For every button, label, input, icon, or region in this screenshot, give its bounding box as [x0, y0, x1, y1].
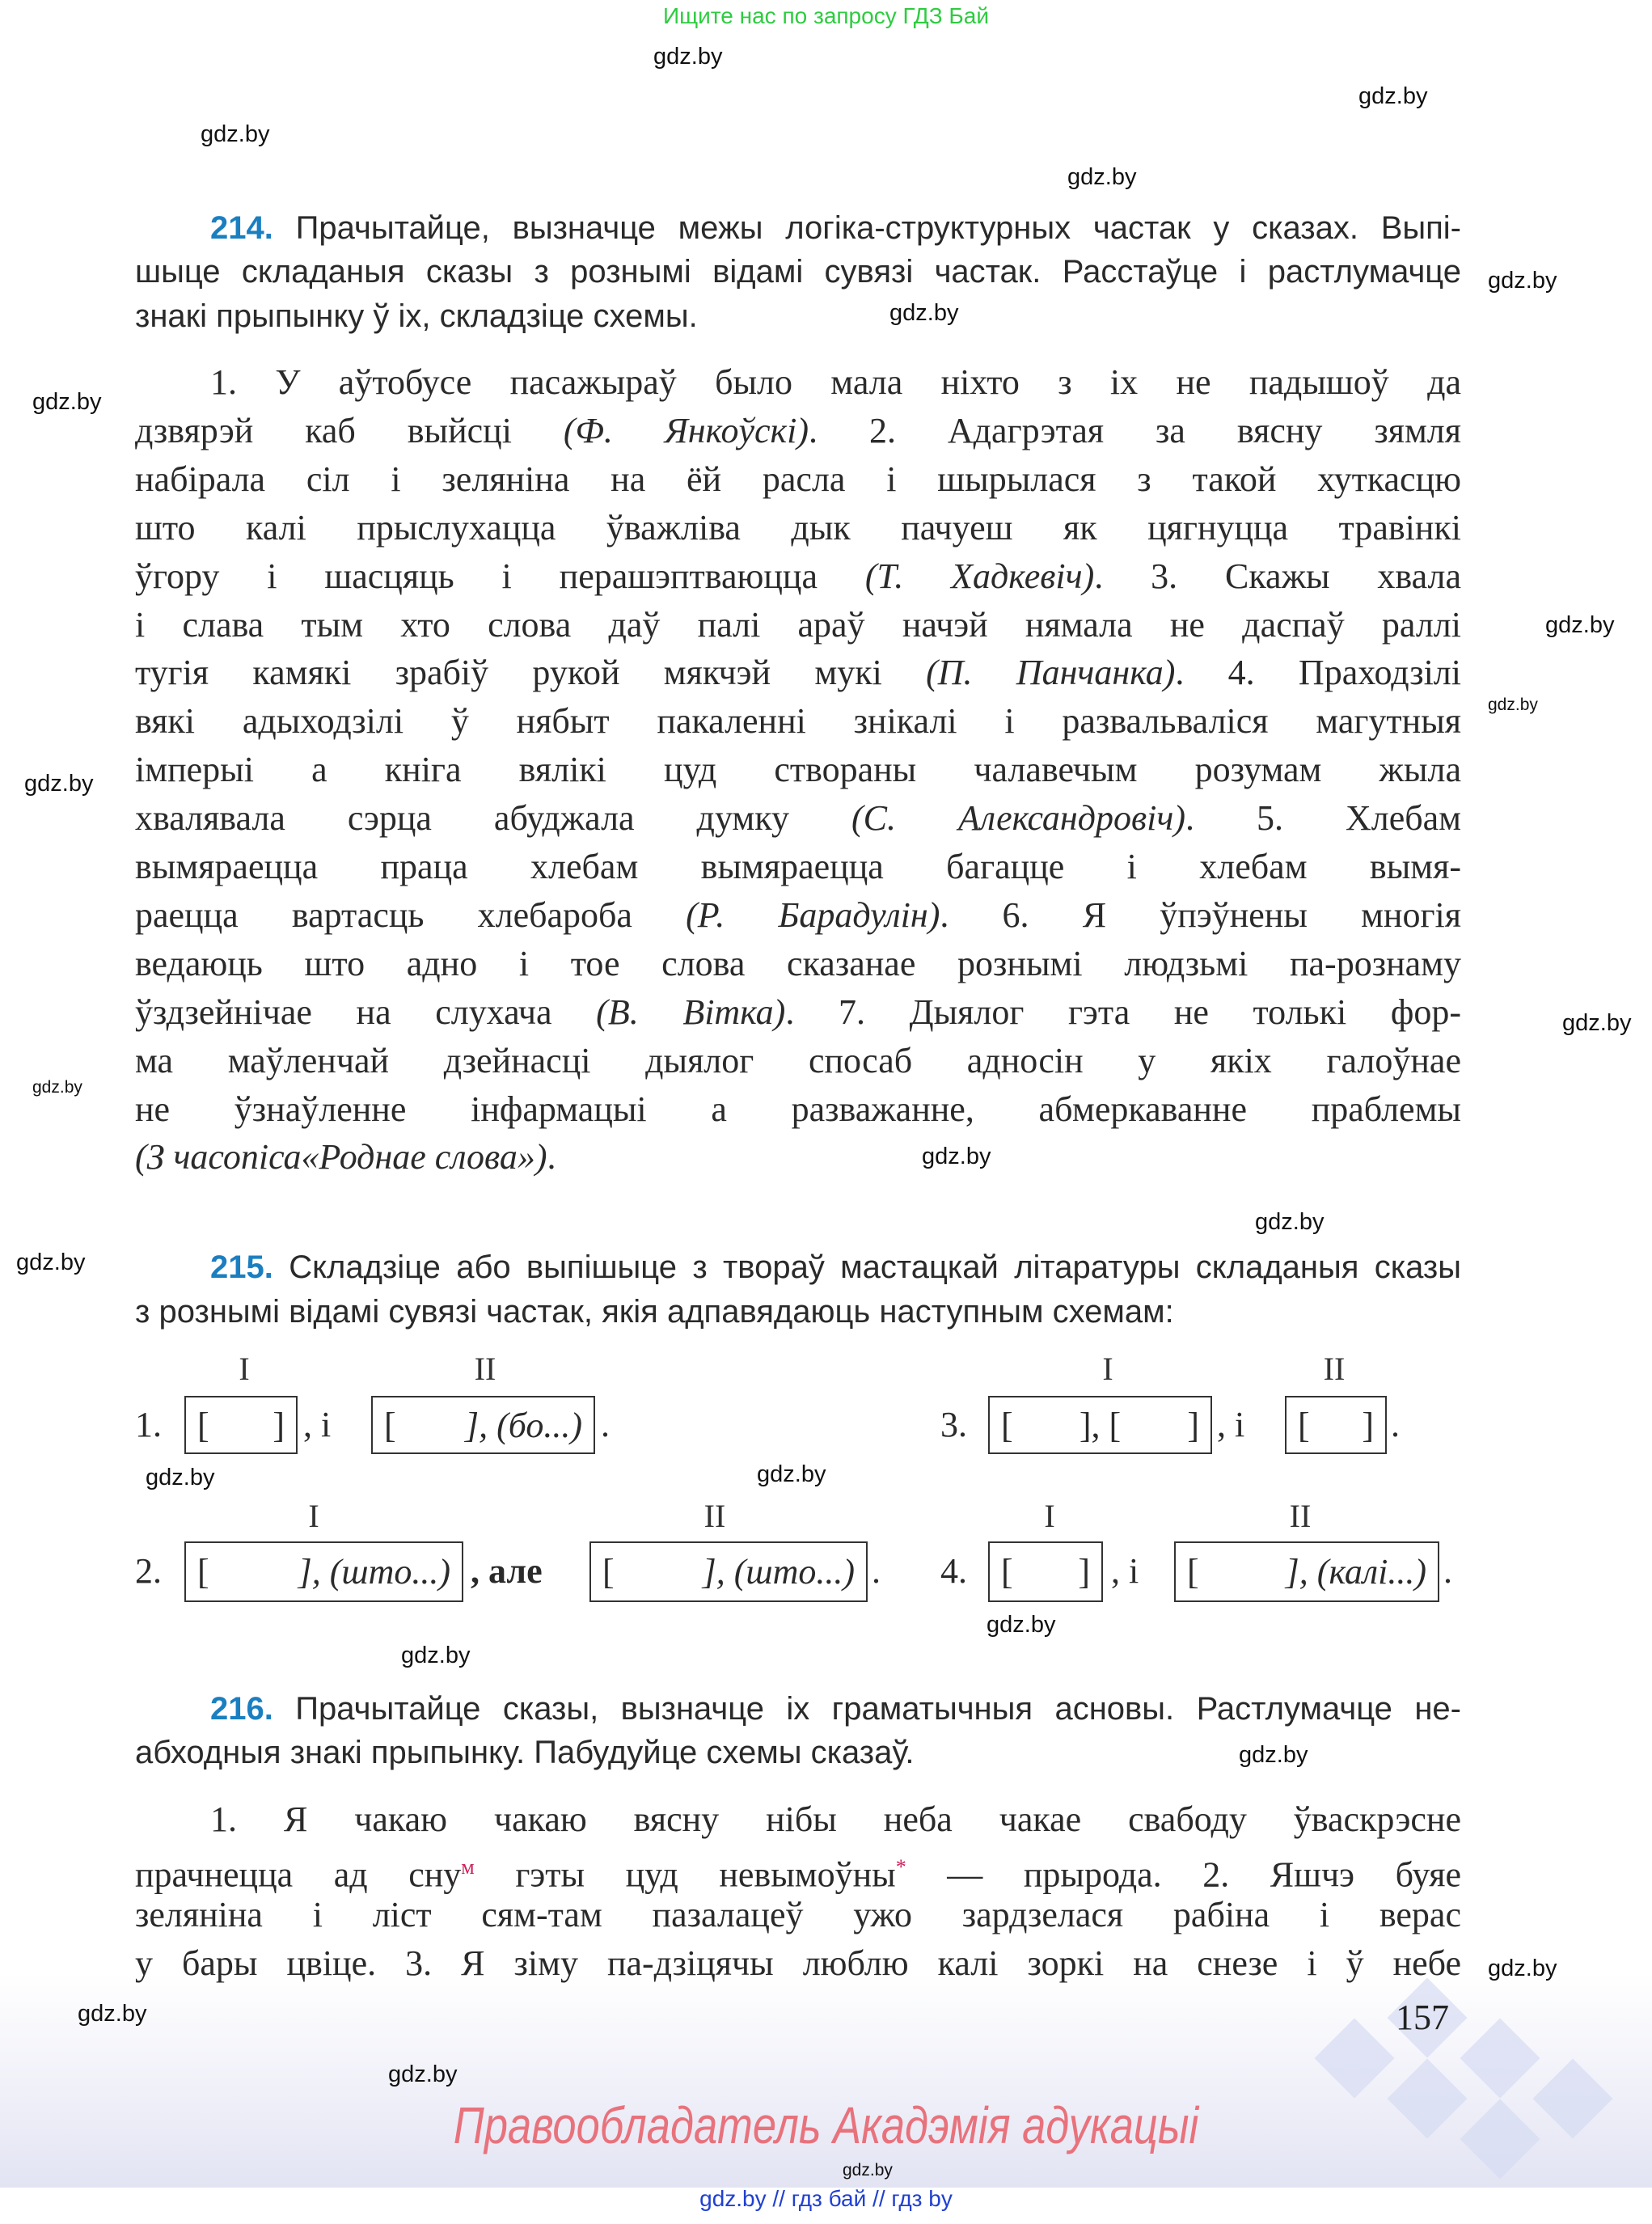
watermark: gdz.by	[1255, 1209, 1325, 1235]
scheme-number: 1.	[135, 1405, 162, 1444]
text-segment: .	[547, 1137, 556, 1178]
bracket-tail: ], (што...)	[702, 1552, 855, 1592]
footnote-mark: *	[895, 1855, 906, 1879]
watermark: gdz.by	[1358, 83, 1428, 109]
watermark: gdz.by	[24, 771, 94, 797]
text-line	[135, 1038, 1461, 1085]
part-label-1: I	[239, 1351, 250, 1387]
ex215-task-line	[135, 1247, 1461, 1287]
text-segment: — прырода. 2. Яшчэ буяе	[906, 1854, 1461, 1895]
text-segment: . 5. Хлебам	[1185, 798, 1461, 839]
bracket-tail: ], (калі...)	[1285, 1552, 1426, 1592]
text-line	[135, 602, 1461, 649]
text-line	[135, 456, 1461, 503]
scheme-box	[1285, 1396, 1387, 1454]
watermark: gdz.by	[1545, 612, 1615, 638]
bracket: [	[1298, 1405, 1310, 1445]
text-line	[135, 989, 1461, 1036]
watermark: gdz.by	[1239, 1742, 1308, 1768]
citation-source: (В. Вітка)	[596, 991, 786, 1032]
text-segment: вымяраецца праца хлебам вымяраецца багацце і хлебам вымя-	[135, 847, 1461, 886]
scheme-number: 4.	[940, 1551, 967, 1591]
exercise-number: 214.	[210, 210, 273, 246]
text-line	[135, 746, 1461, 793]
scheme-conj: , і	[1217, 1405, 1245, 1444]
search-hint: Ищите нас по запросу ГДЗ Бай	[662, 3, 990, 28]
text-line	[135, 1134, 556, 1181]
scheme-box	[1174, 1541, 1439, 1602]
bracket-tail: ], (што...)	[298, 1552, 450, 1592]
ex214-task-line: шыце складаныя сказы з рознымі відамі сувязі частак. Расстаўце і растлумачце	[135, 254, 1461, 290]
watermark: gdz.by	[1488, 1956, 1557, 1981]
bracket: [	[1187, 1552, 1199, 1592]
watermark: gdz.by	[987, 1612, 1056, 1638]
text-segment: ўздзейнічае на слухача	[135, 991, 597, 1032]
text-segment: ведаюць што адно і тое слова сказанае рознымі людзьмі па-рознаму	[135, 943, 1461, 983]
text-line	[135, 1796, 1461, 1843]
watermark: gdz.by	[32, 389, 102, 415]
part-label-1: I	[308, 1498, 319, 1534]
text-segment: ўгору і шасцяць і перашэптваюцца	[135, 556, 865, 596]
text-segment: хвалявала сэрца абуджала думку	[135, 798, 851, 839]
scheme-box	[988, 1541, 1103, 1602]
watermark: gdz.by	[388, 2061, 458, 2087]
bracket: [	[384, 1405, 396, 1445]
bracket: [	[1001, 1405, 1013, 1445]
scheme-box	[184, 1396, 298, 1454]
text-segment: зеляніна і ліст сям-там пазалацеў ужо зардзелася рабіна і верас	[135, 1895, 1461, 1935]
task-text: Прачытайце сказы, вызначце іх граматычныя асновы. Растлумачце не-	[295, 1691, 1461, 1727]
text-segment: . 2. Адагрэтая за вясну зямля	[809, 410, 1461, 450]
text-segment: дзвярэй каб выйсці	[135, 410, 564, 450]
watermark: gdz.by	[32, 1078, 82, 1097]
scheme-conj: , і	[1111, 1551, 1139, 1591]
citation-source: (Р. Барадулін)	[686, 894, 940, 935]
text-segment: набірала сіл і зеляніна на ёй расла і шырылася з такой хуткасцю	[135, 459, 1461, 499]
text-segment: прачнецца ад сну	[135, 1854, 462, 1895]
decor-diamond	[1315, 2019, 1395, 2099]
text-line	[135, 1940, 1461, 1987]
part-label-1: I	[1044, 1498, 1055, 1534]
watermark: gdz.by	[843, 2161, 893, 2180]
watermark: gdz.by	[1562, 1010, 1632, 1036]
text-segment: 1. Я чакаю чакаю вясну нібы неба чакае свабоду ўваскрэсне	[210, 1799, 1461, 1839]
scheme-number: 2.	[135, 1551, 162, 1591]
exercise-number: 215.	[210, 1249, 273, 1285]
text-segment: раецца вартасць хлебароба	[135, 894, 687, 935]
text-line	[135, 1086, 1461, 1133]
watermark: gdz.by	[146, 1465, 215, 1490]
text-segment: гэты цуд невымоўны	[474, 1854, 896, 1895]
part-label-2: II	[703, 1498, 726, 1534]
footer-links[interactable]: gdz.by // гдз бай // гдз by	[699, 2186, 953, 2211]
text-line	[135, 359, 1461, 406]
text-segment: імперыі а кніга вялікі цуд створаны чалавечым розумам жыла	[135, 750, 1461, 790]
text-segment: ма маўленчай дзейнасці дыялог спосаб адносін у якіх галоўнае	[135, 1040, 1461, 1080]
text-line	[135, 408, 1461, 455]
scheme-end: .	[1443, 1551, 1452, 1591]
text-line	[135, 1892, 1461, 1939]
task-text: Прачытайце, вызначце межы логіка-структурных частак у сказах. Выпі-	[295, 210, 1461, 246]
scheme-end: .	[872, 1551, 881, 1591]
scheme-box	[589, 1541, 868, 1602]
ex215-task-line: з рознымі відамі сувязі частак, якія адпавядаюць наступным схемам:	[135, 1294, 1174, 1330]
text-segment: . 4. Праходзілі	[1175, 653, 1461, 693]
bracket: ]	[273, 1405, 285, 1445]
watermark: gdz.by	[201, 121, 270, 147]
bracket: [	[197, 1552, 209, 1592]
bracket: ]	[1362, 1405, 1374, 1445]
scheme-box	[988, 1396, 1212, 1454]
bracket-mid: ], [	[1079, 1405, 1122, 1445]
watermark: gdz.by	[16, 1249, 86, 1275]
bracket: [	[1001, 1552, 1013, 1592]
watermark: gdz.by	[653, 44, 723, 70]
text-line	[135, 795, 1461, 842]
citation-source: (С. Александровіч)	[851, 798, 1185, 839]
text-segment: . 6. Я ўпэўнены многія	[940, 894, 1461, 935]
text-line	[135, 698, 1461, 745]
text-line	[135, 649, 1461, 696]
bracket: ]	[1078, 1552, 1090, 1592]
scheme-conj: , і	[303, 1405, 332, 1444]
text-line	[135, 1844, 1461, 1899]
scheme-box	[184, 1541, 463, 1602]
text-segment: вякі адыходзілі ў нябыт пакаленні знікалі і развальваліся магутныя	[135, 701, 1461, 742]
scheme-end: .	[1391, 1405, 1400, 1444]
bracket: [	[602, 1552, 615, 1592]
text-segment: не ўзнаўленне інфармацыі а разважанне, абмеркаванне праблемы	[135, 1089, 1461, 1129]
citation-source: (З часопіса«Роднае слова»)	[135, 1137, 547, 1178]
ex214-task-line: знакі прыпынку ў іх, складзіце схемы.	[135, 298, 698, 334]
text-segment: 1. У аўтобусе пасажыраў было мала ніхто з іх не падышоў да	[210, 362, 1461, 402]
text-segment: што калі прыслухацца ўважліва дык пачуеш як цягнуцца травінкі	[135, 507, 1461, 548]
citation-source: (Т. Хадкевіч)	[864, 556, 1095, 596]
text-segment: тугія камякі зрабіў рукой мякчэй мукі	[135, 653, 927, 693]
bracket: [	[197, 1405, 209, 1445]
exercise-number: 216.	[210, 1691, 273, 1727]
text-segment: . 3. Скажы хвала	[1094, 556, 1461, 596]
ex216-task-line	[135, 1689, 1461, 1729]
text-line	[135, 553, 1461, 600]
bracket: ]	[1187, 1405, 1199, 1445]
ex214-task-line	[135, 208, 1461, 248]
watermark: gdz.by	[922, 1144, 991, 1169]
watermark: gdz.by	[401, 1643, 471, 1668]
watermark: gdz.by	[1488, 696, 1538, 714]
part-label-1: I	[1102, 1351, 1113, 1387]
task-text: Складзіце або выпішыце з твораў мастацкай літаратуры складаныя сказы	[289, 1249, 1461, 1285]
scheme-conj: , але	[471, 1551, 543, 1591]
text-segment: і слава тым хто слова даў палі араў начэй нямала не даспаў раллі	[135, 604, 1461, 645]
ex216-task-line: абходныя знакі прыпынку. Пабудуйце схемы сказаў.	[135, 1735, 915, 1770]
watermark: gdz.by	[1067, 164, 1137, 190]
watermark: gdz.by	[757, 1461, 826, 1487]
citation-source: (Ф. Янкоўскі)	[563, 410, 809, 450]
text-segment: у бары цвіце. 3. Я зіму па-дзіцячы люблю калі зоркі на снезе і ў небе	[135, 1943, 1461, 1983]
citation-source: (П. Панчанка)	[926, 653, 1176, 693]
text-line	[135, 941, 1461, 987]
copyright-owner: Правообладатель Акадэмія адукацыі	[453, 2096, 1199, 2154]
watermark: gdz.by	[78, 2001, 147, 2027]
scheme-number: 3.	[940, 1405, 967, 1444]
part-label-2: II	[474, 1351, 496, 1387]
watermark: gdz.by	[1488, 268, 1557, 294]
part-label-2: II	[1323, 1351, 1346, 1387]
decor-diamond	[1460, 2019, 1540, 2099]
scheme-box	[371, 1396, 595, 1454]
watermark: gdz.by	[889, 300, 959, 326]
footnote-mark: м	[461, 1855, 475, 1879]
text-line	[135, 844, 1461, 890]
bracket-tail: ], (бо...)	[465, 1405, 582, 1445]
text-line	[135, 892, 1461, 939]
page-number: 157	[1396, 1998, 1449, 2037]
text-segment: . 7. Дыялог гэта не толькі фор-	[785, 991, 1461, 1032]
scheme-end: .	[601, 1405, 610, 1444]
text-line	[135, 505, 1461, 552]
part-label-2: II	[1289, 1498, 1312, 1534]
decor-diamond	[1533, 2059, 1613, 2139]
